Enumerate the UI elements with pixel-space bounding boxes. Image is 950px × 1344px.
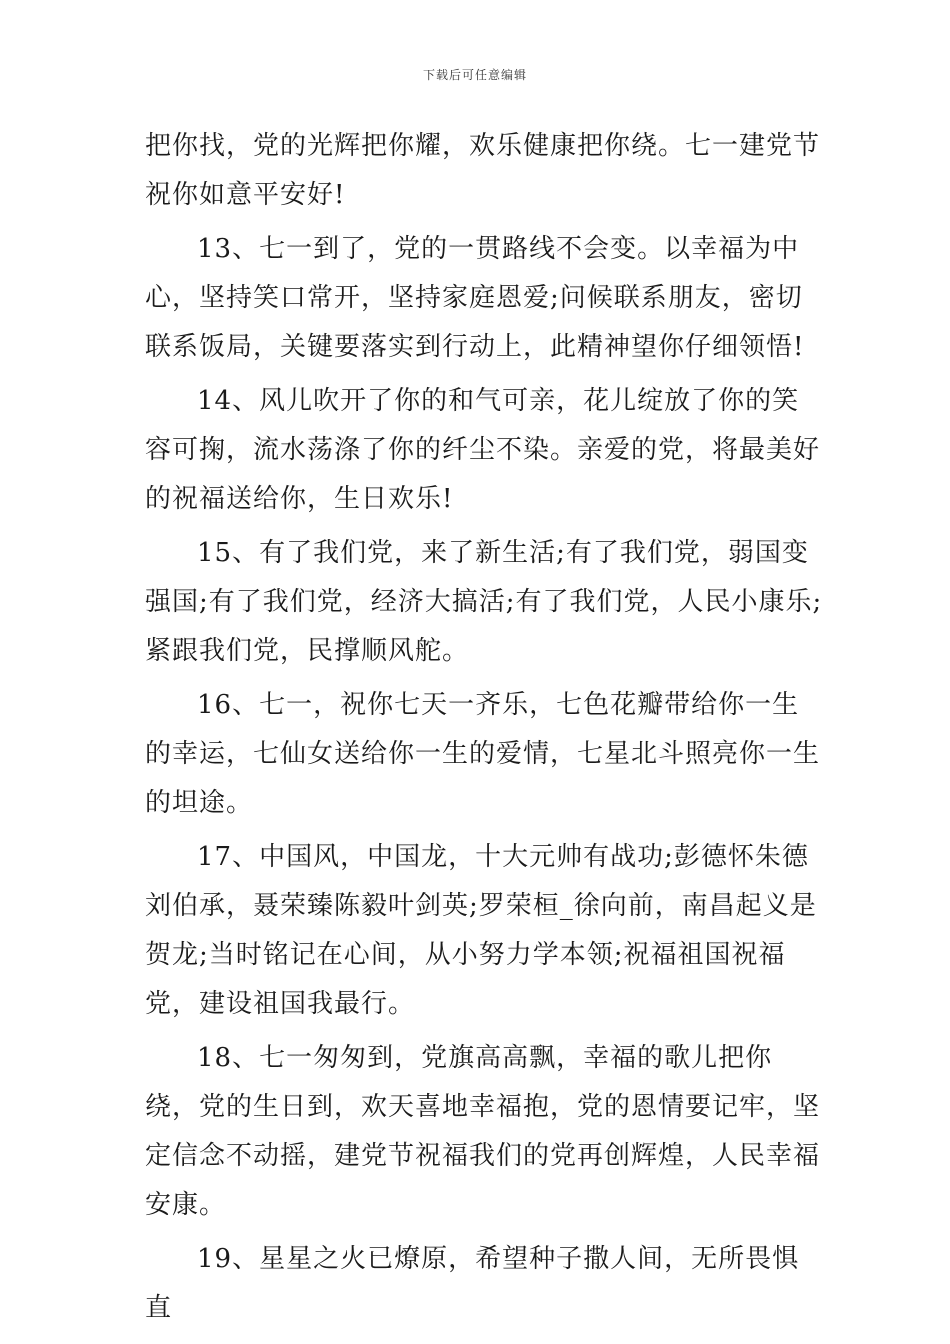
- paragraph-continuation: 把你找，党的光辉把你耀，欢乐健康把你绕。七一建党节祝你如意平安好!: [145, 131, 821, 210]
- paragraph-19: 19、星星之火已燎原，希望种子撒人间，无所畏惧直: [145, 1244, 800, 1323]
- paragraph-15: 15、有了我们党，来了新生活;有了我们党，弱国变强国;有了我们党，经济大搞活;有了我们党，人民小康乐;紧跟我们党，民撑顺风舵。: [145, 538, 823, 666]
- paragraph-16: 16、七一，祝你七天一齐乐，七色花瓣带给你一生的幸运，七仙女送给你一生的爱情，七星北斗照亮你一生的坦途。: [145, 690, 821, 818]
- paragraph-13: 13、七一到了，党的一贯路线不会变。以幸福为中心，坚持笑口常开，坚持家庭恩爱;问候联系朋友，密切联系饭局，关键要落实到行动上，此精神望你仔细领悟!: [145, 234, 805, 362]
- paragraph-17: 17、中国风，中国龙，十大元帅有战功;彭德怀朱德刘伯承，聂荣臻陈毅叶剑英;罗荣桓_徐向前，南昌起义是贺龙;当时铭记在心间，从小努力学本领;祝福祖国祝福党，建设祖国我最行。: [145, 842, 817, 1019]
- page-header: 下载后可任意编辑: [422, 68, 527, 82]
- paragraph-18: 18、七一匆匆到，党旗高高飘，幸福的歌儿把你绕，党的生日到，欢天喜地幸福抱，党的恩情要记牢，坚定信念不动摇，建党节祝福我们的党再创辉煌，人民幸福安康。: [145, 1043, 821, 1220]
- document-body: [145, 122, 825, 1338]
- paragraph-14: 14、风儿吹开了你的和气可亲，花儿绽放了你的笑容可掬，流水荡涤了你的纤尘不染。亲爱的党，将最美好的祝福送给你，生日欢乐!: [145, 386, 821, 514]
